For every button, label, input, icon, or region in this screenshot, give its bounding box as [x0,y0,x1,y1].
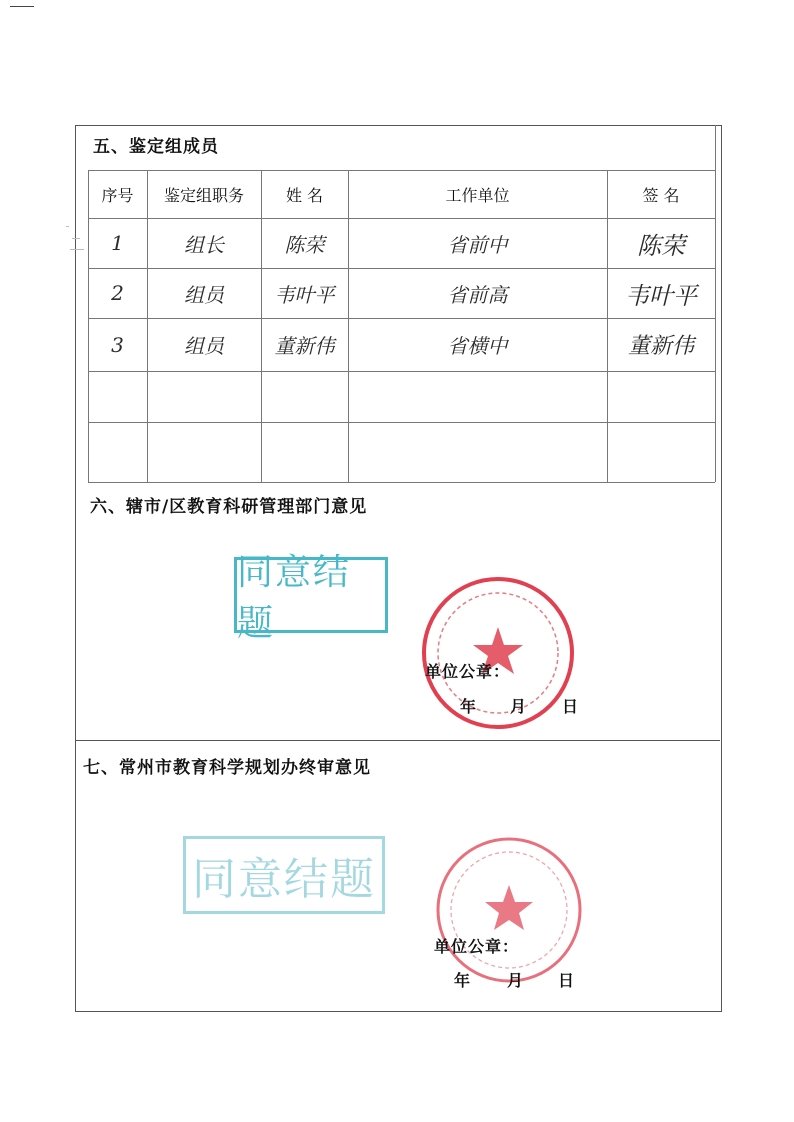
date-month-6: 月 [510,697,528,716]
row2-sign: 韦叶平 [625,281,697,310]
date-month-7: 月 [507,971,525,990]
seal-label-7: 单位公章： [434,937,520,956]
seal-label-6: 单位公章： [425,662,511,681]
municipal-seal-icon [434,835,584,985]
header-sign: 签 名 [642,185,680,205]
section5-title: 五、鉴定组成员 [93,137,219,157]
row3-name: 董新伟 [274,334,335,358]
section7-title: 七、常州市教育科学规划办终审意见 [83,758,371,778]
row1-role: 组长 [184,232,224,257]
row3-role: 组员 [184,334,224,358]
row3-no: 3 [111,332,124,357]
row1-no: 1 [111,231,124,255]
row2-no: 2 [111,281,124,305]
header-unit: 工作单位 [445,185,510,205]
row3-unit: 省横中 [447,334,508,358]
header-name: 姓 名 [285,185,324,205]
row1-unit: 省前中 [447,232,508,257]
corner-mark [10,6,34,7]
section6-title: 六、辖市/区教育科研管理部门意见 [90,497,368,517]
row2-name: 韦叶平 [274,282,335,307]
district-seal-icon [420,575,576,731]
date-year-6: 年 [460,697,478,716]
row2-role: 组员 [184,282,224,307]
approval-stamp-7: 同意结题 [183,836,385,914]
row1-name: 陈荣 [284,232,325,257]
date-day-7: 日 [558,971,576,990]
date-year-7: 年 [454,971,472,990]
header-no: 序号 [101,185,134,205]
row3-sign: 董新伟 [627,334,694,359]
approval-stamp-6: 同意结题 [234,557,388,633]
row2-unit: 省前高 [447,282,508,307]
date-day-6: 日 [562,697,580,716]
header-role: 鉴定组职务 [163,185,244,205]
row1-sign: 陈荣 [637,231,685,260]
